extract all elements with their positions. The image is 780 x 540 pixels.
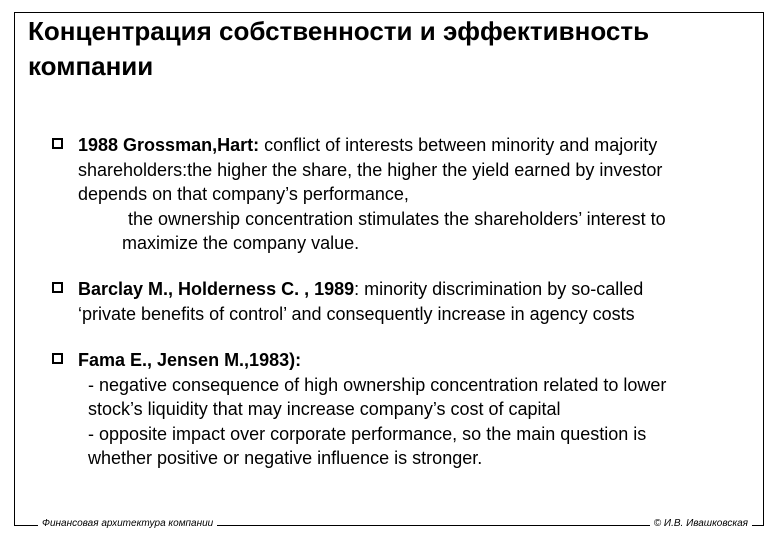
checkbox-bullet-icon xyxy=(52,282,63,293)
bullet-lead: Fama E., Jensen M.,1983): xyxy=(78,350,302,370)
bullet-line: - opposite impact over corporate performance, so the main question is xyxy=(88,423,647,444)
bullet-line xyxy=(78,133,752,158)
bullet-line: ‘private benefits of control’ and consequently increase in agency costs xyxy=(78,303,635,324)
bullet-line-text: conflict of interests between minority and majority xyxy=(259,135,658,155)
bullet-text xyxy=(78,133,752,256)
bullet-line-text: : minority discrimination by so-called xyxy=(354,279,644,299)
bullet-line: stock’s liquidity that may increase company’s cost of capital xyxy=(88,399,561,419)
bullet-line: the ownership concentration stimulates the shareholders’ interest to xyxy=(128,208,666,229)
bullet-lead: Barclay M., Holderness C. , 1989 xyxy=(78,279,355,299)
bullet-line: whether positive or negative influence is stronger. xyxy=(88,448,483,468)
bullet-lead: 1988 Grossman,Hart: xyxy=(78,135,260,155)
bullet-fama-jensen xyxy=(52,348,752,471)
bullet-line: - negative consequence of high ownership concentration related to lower xyxy=(88,374,667,395)
footer-course-name: Финансовая архитектура компании xyxy=(38,517,217,531)
bullet-grossman-hart xyxy=(52,133,752,256)
bullet-text xyxy=(78,348,752,471)
checkbox-bullet-icon xyxy=(52,353,63,364)
bullet-line: maximize the company value. xyxy=(122,233,360,253)
bullet-line xyxy=(78,277,752,302)
checkbox-bullet-icon xyxy=(52,138,63,149)
bullet-line: shareholders:the higher the share, the higher the yield earned by investor xyxy=(78,159,663,180)
bullet-barclay-holderness xyxy=(52,277,752,326)
footer-copyright: © И.В. Ивашковская xyxy=(650,517,752,531)
slide-title: Концентрация собственности и эффективность компании xyxy=(28,16,650,81)
bullet-text xyxy=(78,277,752,326)
bullet-line: depends on that company’s performance, xyxy=(78,184,409,204)
